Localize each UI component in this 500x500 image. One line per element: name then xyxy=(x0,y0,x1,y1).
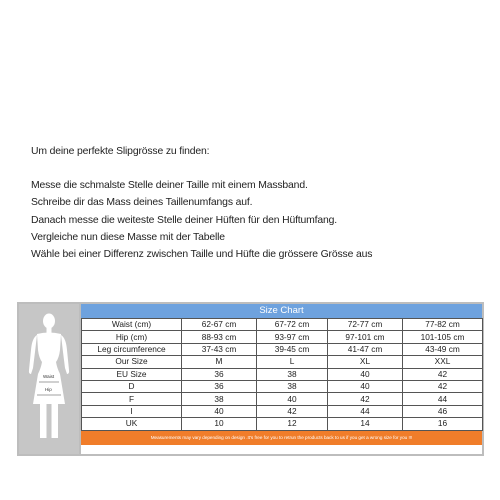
waist-label: Waist xyxy=(43,374,55,379)
table-cell: 38 xyxy=(257,368,328,380)
row-label-cell: F xyxy=(82,393,182,405)
table-row xyxy=(82,393,483,405)
size-chart xyxy=(17,302,484,456)
table-cell: M xyxy=(182,356,257,368)
table-row xyxy=(82,405,483,417)
body-measurement-figure xyxy=(19,304,79,454)
size-table xyxy=(81,318,483,431)
table-cell: 40 xyxy=(328,368,403,380)
table-cell: XXL xyxy=(403,356,483,368)
table-cell: 77-82 cm xyxy=(403,319,483,331)
table-cell: 97-101 cm xyxy=(328,331,403,343)
table-row xyxy=(82,418,483,430)
table-cell: 42 xyxy=(257,405,328,417)
row-label-cell: EU Size xyxy=(82,368,182,380)
table-cell: 12 xyxy=(257,418,328,430)
row-label-cell: Waist (cm) xyxy=(82,319,182,331)
table-cell: 37-43 cm xyxy=(182,343,257,355)
table-cell: 16 xyxy=(403,418,483,430)
table-cell: 42 xyxy=(328,393,403,405)
row-label-cell: D xyxy=(82,380,182,392)
size-table-area xyxy=(81,304,482,454)
size-chart-title: Size Chart xyxy=(81,304,482,318)
table-cell: 43-49 cm xyxy=(403,343,483,355)
table-cell: 93-97 cm xyxy=(257,331,328,343)
row-label-cell: Our Size xyxy=(82,356,182,368)
table-cell: 62-67 cm xyxy=(182,319,257,331)
table-row xyxy=(82,368,483,380)
table-cell: 88-93 cm xyxy=(182,331,257,343)
table-cell: 42 xyxy=(403,380,483,392)
size-chart-footnote: Measurements may vary depending on design .It's free for you to retrun the products back to us if you get a wrong size for you !!! xyxy=(81,431,482,445)
instruction-step: Danach messe die weiteste Stelle deiner Hüften für den Hüftumfang. xyxy=(31,214,338,226)
row-label-cell: UK xyxy=(82,418,182,430)
size-instructions xyxy=(31,143,481,263)
table-cell: 14 xyxy=(328,418,403,430)
table-cell: 41-47 cm xyxy=(328,343,403,355)
table-cell: 101-105 cm xyxy=(403,331,483,343)
row-label-cell: Leg circumference xyxy=(82,343,182,355)
row-label-cell: Hip (cm) xyxy=(82,331,182,343)
table-cell: L xyxy=(257,356,328,368)
table-cell: 44 xyxy=(403,393,483,405)
table-cell: XL xyxy=(328,356,403,368)
table-row xyxy=(82,356,483,368)
table-cell: 10 xyxy=(182,418,257,430)
table-row xyxy=(82,380,483,392)
table-cell: 46 xyxy=(403,405,483,417)
table-cell: 36 xyxy=(182,368,257,380)
table-cell: 40 xyxy=(257,393,328,405)
body-silhouette-icon xyxy=(19,304,79,454)
table-cell: 44 xyxy=(328,405,403,417)
table-cell: 67-72 cm xyxy=(257,319,328,331)
table-cell: 36 xyxy=(182,380,257,392)
table-cell: 42 xyxy=(403,368,483,380)
instruction-step: Messe die schmalste Stelle deiner Taille mit einem Massband. xyxy=(31,180,308,192)
row-label-cell: I xyxy=(82,405,182,417)
table-cell: 39-45 cm xyxy=(257,343,328,355)
instruction-step: Wähle bei einer Differenz zwischen Taille und Hüfte die grössere Grösse aus xyxy=(31,249,373,261)
table-row xyxy=(82,331,483,343)
table-cell: 72-77 cm xyxy=(328,319,403,331)
table-cell: 38 xyxy=(257,380,328,392)
instruction-step: Vergleiche nun diese Masse mit der Tabelle xyxy=(31,231,225,243)
hip-label: Hip xyxy=(45,387,52,392)
instruction-step: Schreibe dir das Mass deines Taillenumfangs auf. xyxy=(31,197,253,209)
table-row xyxy=(82,319,483,331)
table-cell: 38 xyxy=(182,393,257,405)
table-row xyxy=(82,343,483,355)
table-cell: 40 xyxy=(182,405,257,417)
table-cell: 40 xyxy=(328,380,403,392)
instructions-lead: Um deine perfekte Slipgrösse zu finden: xyxy=(31,146,210,157)
